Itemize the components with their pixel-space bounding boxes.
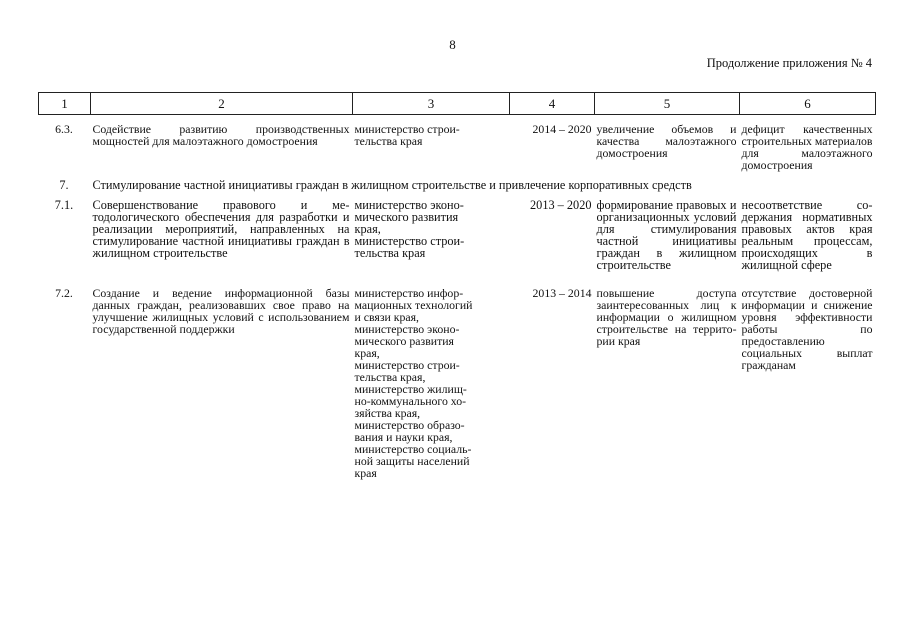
measure-cell: Создание и ведение информационной базы данных граждан, реализовавших свое право на улучшение жилищных условий с использованием государственной поддержки: [92, 286, 350, 336]
executor-line: министерство жилищ-: [354, 382, 467, 396]
measure-cell: Совершенствование правового и методологического обеспечения для разработки и реализации мероприятий, направленных на стимулирование частной инициативы граждан в жилищном строительстве: [92, 198, 350, 260]
section-title: Стимулирование частной инициативы граждан в жилищном строительстве и привлечение корпоративных средств: [92, 178, 692, 192]
column-header: 1: [39, 93, 91, 115]
executor-line: тельства края: [354, 246, 426, 260]
executor-line: министерство строи-: [354, 122, 460, 136]
executor-line: края,: [354, 222, 381, 236]
executor-line: мического развития: [354, 334, 454, 348]
result-cell: повышение доступа заинтересованных лиц к информации о жилищном строительстве на территории края: [596, 286, 737, 348]
column-header: 5: [595, 93, 740, 115]
executor-line: и связи края,: [354, 310, 420, 324]
row-number: 7.2.: [55, 286, 73, 300]
row-number: 6.3.: [55, 122, 73, 136]
executor-line: тельства края,: [354, 370, 426, 384]
executor-line: тельства края: [354, 134, 423, 148]
period-cell: 2013 – 2014: [532, 286, 592, 300]
risk-cell: дефицит качественных строительных материалов для малоэтажного домостроения: [741, 122, 873, 172]
executor-line: вания и науки края,: [354, 430, 453, 444]
table-row: [39, 191, 876, 271]
column-header: 3: [353, 93, 510, 115]
row-number: 7.1.: [54, 198, 74, 212]
column-header: 4: [510, 93, 595, 115]
executor-line: министерство строи-: [354, 234, 465, 248]
measure-cell: Содействие развитию производственных мощностей для малоэтажного домостроения: [92, 122, 350, 148]
executor-line: министерство инфор-: [354, 286, 464, 300]
risk-cell: отсутствие достоверной информации и снижение уровня эффективности работы по предоставлению социальных выплат гражданам: [741, 286, 873, 372]
risk-cell: несоответствие содержания нормативных правовых актов края реальным процессам, происходящих в жилищной сфере: [741, 198, 873, 272]
executor-cell: [353, 115, 510, 172]
period-cell: 2013 – 2020: [530, 198, 592, 212]
table-row: [39, 279, 876, 479]
period-cell: 2014 – 2020: [532, 122, 592, 136]
executor-line: министерство эконо-: [354, 198, 464, 212]
executor-line: министерство эконо-: [354, 322, 460, 336]
section-number: 7.: [59, 178, 69, 192]
result-cell: формирование правовых и организационных условий для стимулирования частной инициативы граждан в жилищном строительстве: [596, 198, 737, 272]
table-row: [39, 115, 876, 172]
executor-line: но-коммунального хо-: [354, 394, 467, 408]
executor-line: министерство социаль-: [354, 442, 472, 456]
appendix-table: [38, 92, 876, 479]
table-header-row: [39, 93, 876, 115]
section-row: [39, 171, 876, 191]
executor-line: мационных технологий: [354, 298, 473, 312]
executor-cell: [353, 279, 510, 479]
executor-line: министерство строи-: [354, 358, 460, 372]
executor-line: министерство образо-: [354, 418, 465, 432]
result-cell: увеличение объемов и качества малоэтажного домостроения: [596, 122, 737, 160]
executor-line: зяйства края,: [354, 406, 421, 420]
page-number: 8: [449, 37, 456, 52]
column-header: 6: [740, 93, 876, 115]
continuation-label: Продолжение приложения № 4: [706, 56, 872, 70]
column-header: 2: [91, 93, 353, 115]
row-spacer: [39, 271, 876, 279]
executor-line: мического развития: [354, 210, 459, 224]
executor-line: ной защиты населений: [354, 454, 470, 468]
executor-line: края: [354, 466, 377, 480]
executor-cell: [353, 191, 510, 271]
executor-line: края,: [354, 346, 380, 360]
